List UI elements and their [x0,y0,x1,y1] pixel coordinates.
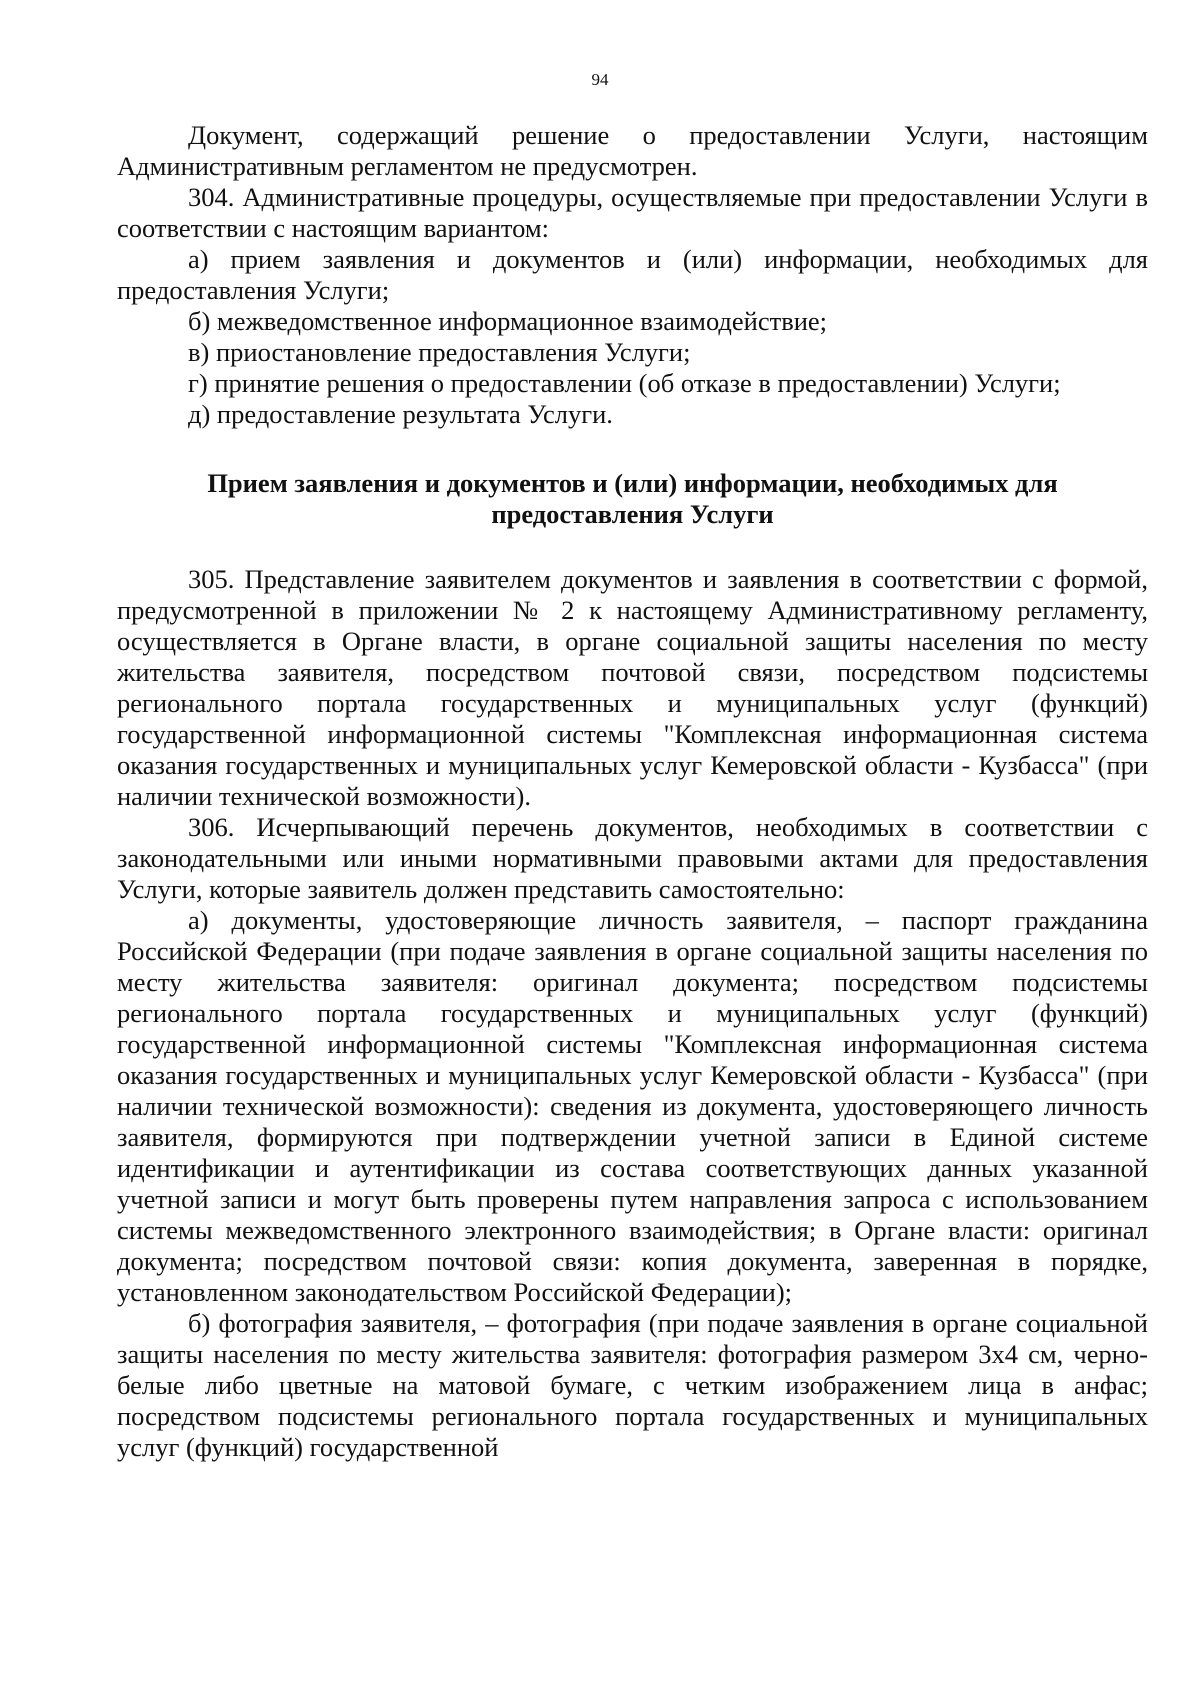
list-item: а) документы, удостоверяющие личность заявителя, – паспорт гражданина Российской Федерации (при подаче заявления в органе социальной защиты населения по месту жительства заявителя: оригинал документа; посредством подсистемы регионального портала государственных и муниципальных услуг (функций) государственной информационной системы "Комплексная информационная система оказания государственных и муниципальных услуг Кемеровской области - Кузбасса" (при наличии технической возможности): сведения из документа, удостоверяющего личность заявителя, формируются при подтверждении учетной записи в Единой системе идентификации и аутентификации из состава соответствующих данных указанной учетной записи и могут быть проверены путем направления запроса с использованием системы межведомственного электронного взаимодействия; в Органе власти: оригинал документа; посредством почтовой связи: копия документа, заверенная в порядке, установленном законодательством Российской Федерации); [117,905,1148,1307]
list-item: д) предоставление результата Услуги. [188,399,613,429]
list-item: а) прием заявления и документов и (или) информации, необходимых для предоставления Услуги; [117,244,1148,305]
list-item: в) приостановление предоставления Услуги; [188,337,691,367]
list-item: б) фотография заявителя, – фотография (при подаче заявления в органе социальной защиты населения по месту жительства заявителя: фотография размером 3х4 см, черно-белые либо цветные на матовой бумаге, с четким изображением лица в анфас; посредством подсистемы регионального портала государственных и муниципальных услуг (функций) государственной [117,1308,1148,1462]
list-item: г) принятие решения о предоставлении (об отказе в предоставлении) Услуги; [188,368,1061,398]
list-item: б) межведомственное информационное взаимодействие; [188,306,828,336]
document-body [117,120,1148,1463]
paragraph: 304. Административные процедуры, осуществляемые при предоставлении Услуги в соответствии с настоящим вариантом: [117,182,1148,243]
paragraph: 306. Исчерпывающий перечень документов, необходимых в соответствии с законодательными или иными нормативными правовыми актами для предоставления Услуги, которые заявитель должен представить самостоятельно: [117,812,1148,904]
paragraph: 305. Представление заявителем документов и заявления в соответствии с формой, предусмотренной в приложении № 2 к настоящему Административному регламенту, осуществляется в Органе власти, в органе социальной защиты населения по месту жительства заявителя, посредством почтовой связи, посредством подсистемы регионального портала государственных и муниципальных услуг (функций) государственной информационной системы "Комплексная информационная система оказания государственных и муниципальных услуг Кемеровской области - Кузбасса" (при наличии технической возможности). [117,564,1148,811]
section-heading: Прием заявления и документов и (или) информации, необходимых для предоставления Услуги [207,468,1058,529]
page-number: 94 [591,70,609,89]
paragraph: Документ, содержащий решение о предоставлении Услуги, настоящим Административным регламентом не предусмотрен. [117,120,1148,181]
